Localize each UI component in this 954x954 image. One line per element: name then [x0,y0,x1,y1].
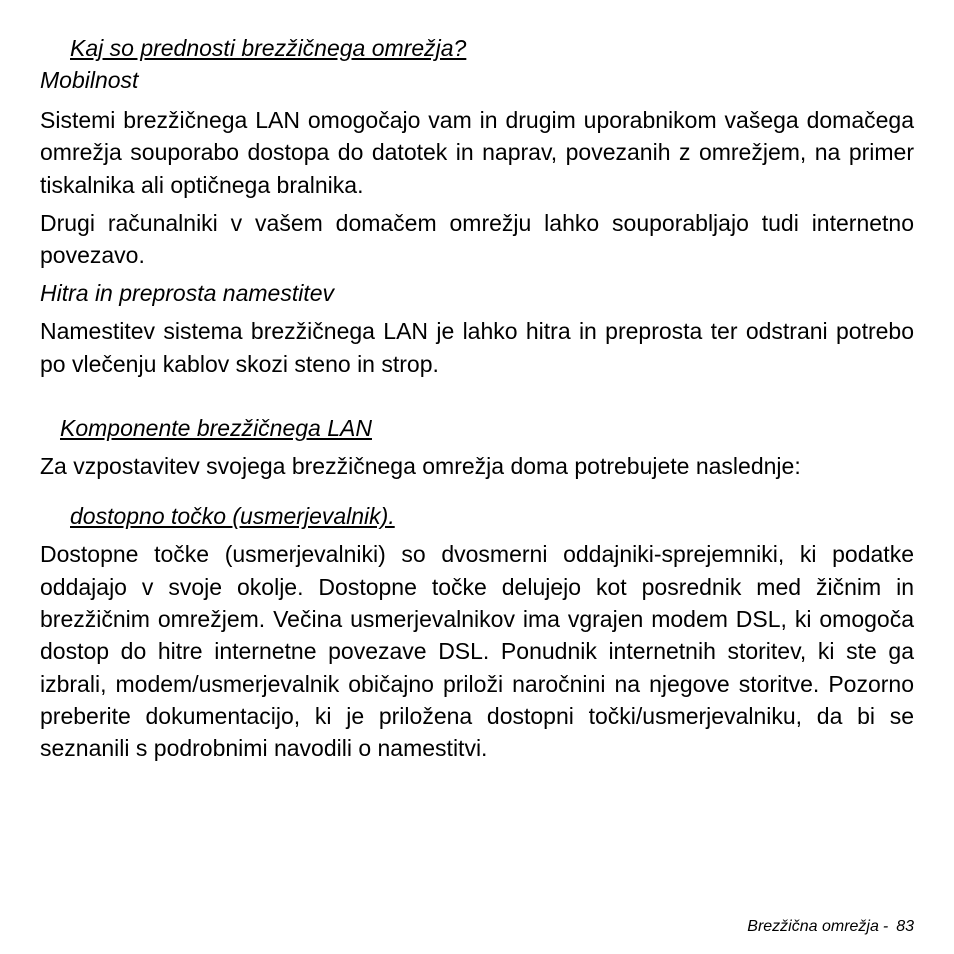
install-heading: Hitra in preprosta namestitev [40,280,335,307]
access-point-heading: dostopno točko (usmerjevalnik). [70,503,395,530]
components-paragraph: Za vzpostavitev svojega brezžičnega omrežja doma potrebujete naslednje: [40,453,801,480]
page-footer [747,916,914,938]
install-paragraph: Namestitev sistema brezžičnega LAN je lahko hitra in preprosta ter odstrani potrebo po vlečenju kablov skozi steno in strop. [40,318,914,377]
mobility-heading: Mobilnost [40,67,139,93]
mobility-paragraph-1: Sistemi brezžičnega LAN omogočajo vam in drugim uporabnikom vašega domačega omrežja souporabo dostopa do datotek in naprav, povezanih z omrežjem, na primer tiskalnika ali optičnega bralnika. [40,107,914,198]
mobility-paragraph-2: Drugi računalniki v vašem domačem omrežju lahko souporabljajo tudi internetno povezavo. [40,209,914,269]
footer-page-number: 83 [896,918,914,935]
components-heading: Komponente brezžičnega LAN [60,415,372,442]
question-heading: Kaj so prednosti brezžičnega omrežja? [70,35,467,61]
document-page [40,32,914,770]
footer-chapter: Brezžična omrežja [747,918,879,935]
access-point-paragraph: Dostopne točke (usmerjevalniki) so dvosmerni oddajniki-sprejemniki, ki podatke oddajajo v svoje okolje. Dostopne točke delujejo kot posrednik med žičnim in brezžičnim omrežjem. Večina usmerjevalnikov ima vgrajen modem DSL, ki omogoča dostop do hitre internetne povezave DSL. Ponudnik internetnih storitev, ki ste ga izbrali, modem/usmerjevalnik običajno priloži naročnini na njegove storitve. Pozorno preberite dokumentacijo, ki je priložena dostopni točki/usmerjevalniku, da bi se seznanili s podrobnimi navodili o namestitvi. [40,541,914,762]
footer-separator: - [882,918,889,935]
